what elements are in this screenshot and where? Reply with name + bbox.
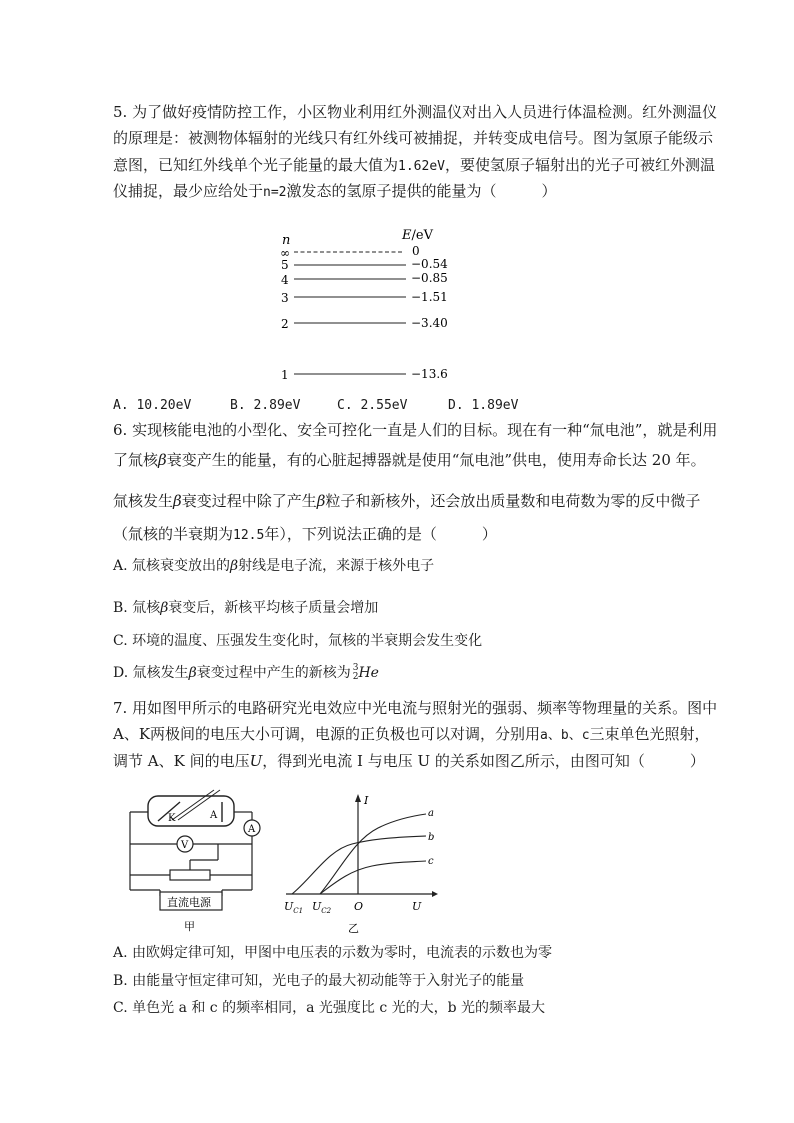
q5-ir-max-energy: 1.62eV (398, 159, 445, 174)
uc2-subscript: C2 (321, 907, 332, 915)
q5-option-d[interactable]: D. 1.89eV (448, 398, 519, 413)
mass-number: 3 (352, 663, 359, 673)
uc1-subscript: C1 (293, 907, 304, 915)
beta-symbol: β (160, 600, 169, 616)
q5-line-4-text: 仪捕捉，最少应给处于 (113, 182, 264, 200)
energy-level-diagram (270, 222, 470, 387)
curve-b (292, 836, 426, 894)
q5-line-3-text: 意图，已知红外线单个光子能量的最大值为 (113, 156, 399, 174)
level-e-3: −1.51 (411, 290, 448, 304)
q6-option-d-mid: 衰变过程中产生的新核为 (196, 665, 351, 681)
i-axis-label: I (364, 794, 369, 807)
level-n-2: 2 (281, 317, 289, 331)
q5-option-b[interactable]: B. 2.89eV (230, 398, 301, 413)
level-e-inf: 0 (412, 244, 420, 258)
q7-option-c[interactable]: C. 单色光 a 和 c 的频率相同，a 光强度比 c 光的大，b 光的频率最大 (113, 1000, 546, 1016)
q6-option-b[interactable] (113, 598, 378, 618)
level-e-1: −13.6 (411, 367, 448, 381)
q5-line-3-tail: ，要使氢原子辐射出的光子可被红外测温 (444, 156, 715, 174)
q6-line-3 (113, 491, 700, 511)
q5-line-4 (113, 181, 557, 203)
q5-line-2: 的原理是：被测物体辐射的光线只有红外线可被捕捉，并转变成电信号。图为氢原子能级示 (113, 129, 714, 147)
dc-source-label: 直流电源 (167, 896, 211, 909)
u-axis-label: U (412, 900, 422, 913)
level-n-1: 1 (281, 368, 289, 382)
q6-line-2-tail: 衰变产生的能量，有的心脏起搏器就是使用“氚电池”供电，使用寿命长达 20 年。 (166, 451, 706, 469)
curve-b-label: b (428, 832, 435, 843)
beta-symbol: β (173, 492, 182, 510)
q7-line-2-text: A、K两极间的电压大小可调，电源的正负极也可以对调，分别用 (113, 725, 541, 743)
i-axis-arrow (355, 794, 361, 802)
beta-symbol: β (316, 492, 326, 510)
q6-line-4-text: （氚核的半衰期为 (113, 525, 234, 543)
circuit-diagram (122, 788, 272, 936)
q7-line-3-text: 调节 A、K 间的电压 (113, 752, 250, 770)
level-e-5: −0.54 (411, 257, 448, 271)
q6-half-life: 12.5 (233, 528, 265, 543)
uc1-symbol: U (284, 900, 294, 913)
ammeter-label: A (248, 824, 256, 835)
q7-line-3 (113, 751, 705, 771)
q6-line-4-tail: 年），下列说法正确的是（ ） (264, 525, 497, 543)
q7-light-labels: a、b、c (540, 728, 590, 743)
curve-a-label: a (428, 808, 434, 819)
voltage-symbol: U (249, 752, 263, 770)
q5-option-a[interactable]: A. 10.20eV (113, 398, 192, 413)
anode-label: A (210, 810, 218, 821)
diagram-e-label: E/eV (402, 228, 433, 243)
q7-line-3-tail: ，得到光电流 I 与电压 U 的关系如图乙所示，由图可知（ ） (262, 752, 705, 770)
graph-caption: 乙 (348, 922, 359, 935)
charge-number: 2 (352, 672, 359, 682)
q6-option-a-text: A. 氚核衰变放出的 (113, 558, 231, 574)
q6-line-4 (113, 524, 497, 546)
cathode-label: K (168, 813, 176, 824)
level-n-5: 5 (281, 258, 289, 272)
q6-line-3-mid: 衰变过程中除了产生 (181, 492, 317, 510)
circuit-caption: 甲 (184, 920, 195, 933)
origin-label: O (354, 900, 364, 913)
q7-line-1: 7. 用如图甲所示的电路研究光电效应中光电流与照射光的强弱、频率等物理量的关系。图中 (113, 699, 718, 717)
level-n-4: 4 (281, 273, 289, 287)
q6-line-1: 6. 实现核能电池的小型化、安全可控化一直是人们的目标。现在有一种“氚电池”，就是利用 (113, 421, 718, 439)
q5-line-3 (113, 155, 715, 177)
q6-line-2-text: 了氚核 (113, 451, 159, 469)
q6-line-2 (113, 450, 706, 470)
helium-symbol: He (358, 665, 379, 681)
q7-option-b[interactable]: B. 由能量守恒定律可知，光电子的最大初动能等于入射光子的能量 (113, 973, 525, 989)
beta-symbol: β (188, 665, 197, 681)
level-e-4: −0.85 (411, 271, 448, 285)
voltmeter-label: V (181, 840, 189, 851)
q6-option-b-text: B. 氚核 (113, 600, 161, 616)
level-e-2: −3.40 (411, 316, 448, 330)
q6-option-a-tail: 射线是电子流，来源于核外电子 (238, 558, 435, 574)
curve-c-label: c (428, 856, 434, 867)
q7-option-a[interactable]: A. 由欧姆定律可知，甲图中电压表的示数为零时，电流表的示数也为零 (113, 945, 553, 961)
uc2-label (312, 900, 332, 915)
q6-option-c[interactable]: C. 环境的温度、压强发生变化时，氚核的半衰期会发生变化 (113, 633, 483, 649)
q5-line-4-tail: 激发态的氢原子提供的能量为（ ） (286, 182, 557, 200)
q6-option-a[interactable] (113, 556, 434, 576)
rheostat (170, 870, 210, 880)
uc2-symbol: U (312, 900, 322, 913)
beta-symbol: β (230, 558, 239, 574)
q6-line-3-tail: 粒子和新核外，还会放出质量数和电荷数为零的反中微子 (325, 492, 701, 510)
diagram-n-label: n (282, 233, 291, 248)
q5-line-1: 5. 为了做好疫情防控工作，小区物业利用红外测温仪对出入人员进行体温检测。红外测温仪 (113, 103, 718, 121)
q6-option-d[interactable] (113, 663, 379, 683)
q6-line-3-text: 氚核发生 (113, 492, 174, 510)
uc1-label (284, 900, 303, 915)
u-axis-arrow (432, 891, 438, 897)
level-n-inf: ∞ (280, 246, 290, 260)
light-ray (172, 790, 214, 820)
curve-c (320, 861, 426, 894)
beta-symbol: β (158, 451, 167, 469)
q5-option-c[interactable]: C. 2.55eV (337, 398, 408, 413)
photocurrent-graph (282, 790, 442, 936)
q7-line-2 (113, 724, 710, 746)
q7-line-2-tail: 三束单色光照射， (589, 725, 710, 743)
level-n-3: 3 (281, 291, 289, 305)
q6-option-b-tail: 衰变后，新核平均核子质量会增加 (168, 600, 379, 616)
q6-option-d-text: D. 氚核发生 (113, 665, 189, 681)
q5-n2-label: n=2 (263, 185, 287, 200)
